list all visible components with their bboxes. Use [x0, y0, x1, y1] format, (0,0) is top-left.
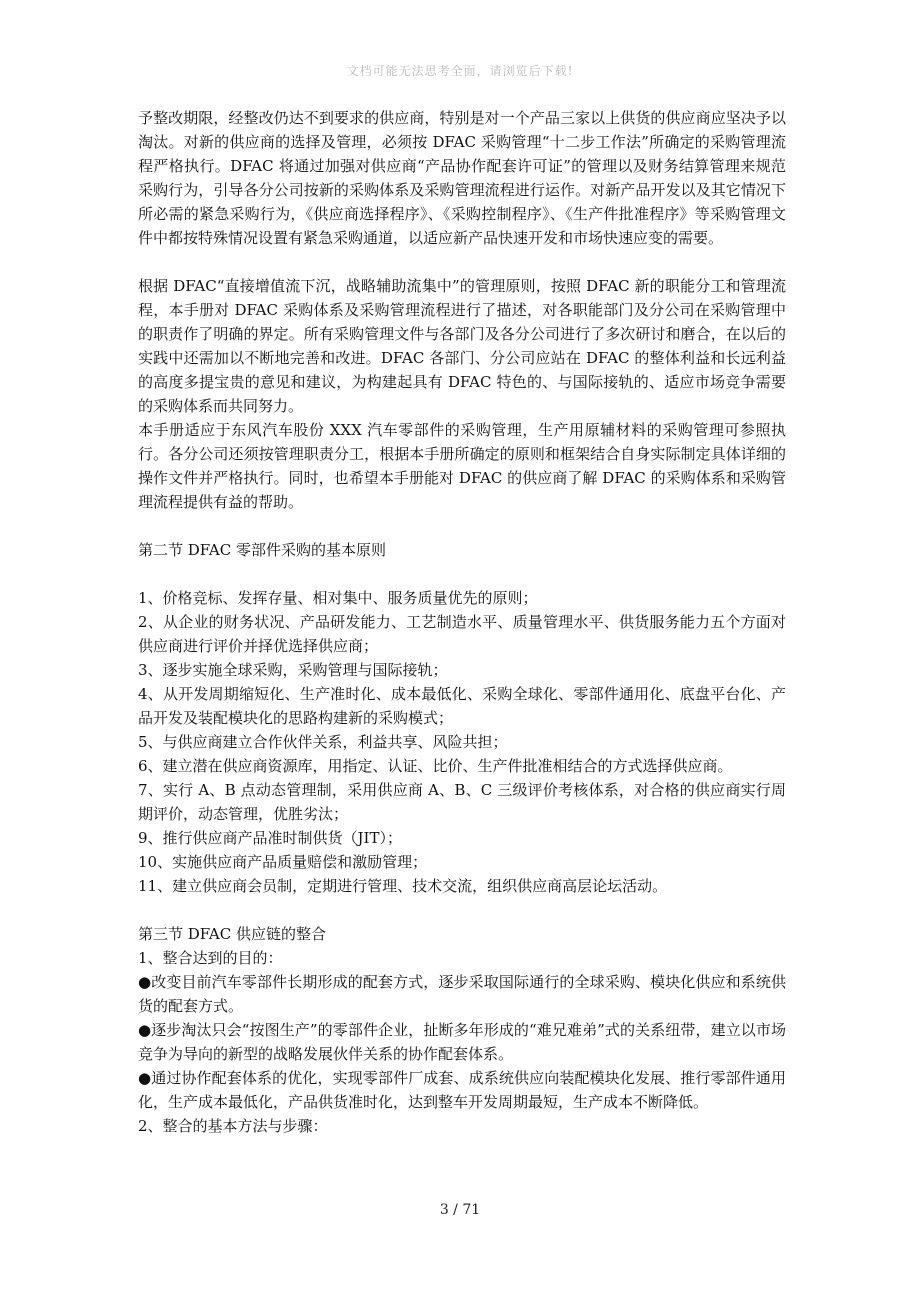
section-heading: 第二节 DFAC 零部件采购的基本原则	[138, 541, 386, 559]
list-item: 3、逐步实施全球采购，采购管理与国际接轨；	[138, 661, 448, 679]
list-item: 5、与供应商建立合作伙伴关系，利益共享、风险共担；	[138, 733, 508, 751]
section-heading: 第三节 DFAC 供应链的整合	[138, 925, 326, 943]
list-item: 9、推行供应商产品准时制供货（JIT）；	[138, 829, 402, 847]
page-number: 3 / 71	[439, 1202, 481, 1218]
list-item: 2、从企业的财务状况、产品研发能力、工艺制造水平、质量管理水平、供货服务能力五个方面对供应商进行评价并择优选择供应商；	[138, 613, 786, 655]
subheading: 2、整合的基本方法与步骤：	[138, 1117, 328, 1135]
list-item: 1、价格竞标、发挥存量、相对集中、服务质量优先的原则；	[138, 589, 538, 607]
paragraph: 根据 DFAC“直接增值流下沉，战略辅助流集中”的管理原则，按照 DFAC 新的职能分工和管理流程，本手册对 DFAC 采购体系及采购管理流程进行了描述，对各职能部门及分公司在采购管理中的职责作了明确的界定。所有采购管理文件与各部门及各分公司进行了多次研讨和磨合，在以后的实践中还需加以不断地完善和改进。DFAC 各部门、分公司应站在 DFAC 的整体利益和长远利益的高度多提宝贵的意见和建议，为构建起具有 DFAC 特色的、与国际接轨的、适应市场竞争需要的采购体系而共同努力。	[138, 277, 786, 415]
paragraph: 本手册适应于东风汽车股份 XXX 汽车零部件的采购管理，生产用原辅材料的采购管理可参照执行。各分公司还须按管理职责分工，根据本手册所确定的原则和框架结合自身实际制定具体详细的操作文件并严格执行。同时，也希望本手册能对 DFAC 的供应商了解 DFAC 的采购体系和采购管理流程提供有益的帮助。	[138, 421, 786, 511]
list-item: 10、实施供应商产品质量赔偿和激励管理；	[138, 853, 428, 871]
bullet-item: ●通过协作配套体系的优化，实现零部件厂成套、成系统供应向装配模块化发展、推行零部件通用化，生产成本最低化，产品供货准时化，达到整车开发周期最短，生产成本不断降低。	[138, 1069, 786, 1111]
watermark-text: 文档可能无法思考全面，请浏览后下载!	[346, 64, 574, 78]
bullet-item: ●逐步淘汰只会“按图生产”的零部件企业，扯断多年形成的“难兄难弟”式的关系纽带，建立以市场竞争为导向的新型的战略发展伙伴关系的协作配套体系。	[138, 1021, 786, 1063]
list-item: 4、从开发周期缩短化、生产准时化、成本最低化、采购全球化、零部件通用化、底盘平台化、产品开发及装配模块化的思路构建新的采购模式；	[138, 685, 786, 727]
subheading: 1、整合达到的目的：	[138, 949, 283, 967]
list-item: 11、建立供应商会员制，定期进行管理、技术交流，组织供应商高层论坛活动。	[138, 877, 668, 895]
list-item: 6、建立潜在供应商资源库，用指定、认证、比价、生产件批准相结合的方式选择供应商。	[138, 757, 733, 775]
bullet-item: ●改变目前汽车零部件长期形成的配套方式，逐步采取国际通行的全球采购、模块化供应和系统供货的配套方式。	[138, 973, 786, 1015]
paragraph: 予整改期限，经整改仍达不到要求的供应商，特别是对一个产品三家以上供货的供应商应坚决予以淘汰。对新的供应商的选择及管理，必须按 DFAC 采购管理“十二步工作法”所确定的采购管理流程严格执行。DFAC 将通过加强对供应商“产品协作配套许可证”的管理以及财务结算管理来规范采购行为，引导各分公司按新的采购体系及采购管理流程进行运作。对新产品开发以及其它情况下所必需的紧急采购行为，《供应商选择程序》、《采购控制程序》、《生产件批准程序》等采购管理文件中都按特殊情况设置有紧急采购通道，以适应新产品快速开发和市场快速应变的需要。	[138, 109, 786, 247]
list-item: 7、实行 A、B 点动态管理制，采用供应商 A、B、C 三级评价考核体系，对合格的供应商实行周期评价，动态管理，优胜劣汰；	[138, 781, 786, 823]
document-body	[138, 106, 786, 1138]
